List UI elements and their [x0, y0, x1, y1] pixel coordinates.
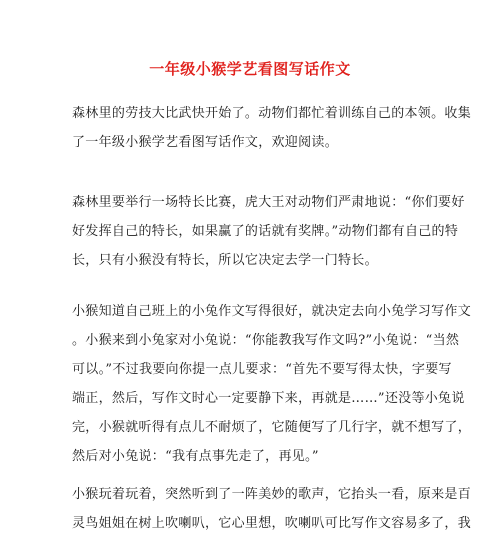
text-line: 完，小猴就听得有点儿不耐烦了，它随便写了几行字，就不想写了， [72, 420, 472, 435]
text-line: 灵鸟姐姐在树上吹喇叭，它心里想，吹喇叭可比写作文容易多了，我 [72, 516, 472, 531]
paragraph-lark [72, 480, 472, 538]
text-line: 端正，然后，写作文时心一定要静下来，再就是……”还没等小兔说 [72, 391, 465, 406]
text-line: 长，只有小猴没有特长，所以它决定去学一门特长。 [72, 253, 378, 268]
text-line: 好发挥自己的特长，如果赢了的话就有奖牌。”动物们都有自己的特 [72, 224, 459, 239]
paragraph-intro [72, 99, 472, 157]
paragraph-contest [72, 188, 465, 275]
document-title: 一年级小猴学艺看图写话作文 [149, 60, 351, 78]
text-line: 然后对小兔说：“我有点事先走了，再见。” [72, 449, 319, 464]
text-line: 森林里要举行一场特长比赛，虎大王对动物们严肃地说：“你们要好 [72, 195, 465, 210]
text-line: 了一年级小猴学艺看图写话作文，欢迎阅读。 [72, 135, 339, 150]
text-line: 可以。”不过我要向你提一点儿要求：“首先不要写得太快，字要写 [72, 362, 452, 377]
text-line: 森林里的劳技大比武快开始了。动物们都忙着训练自己的本领。收集 [72, 106, 472, 121]
text-line: 小猴知道自己班上的小兔作文写得很好，就决定去向小兔学习写作文 [72, 304, 472, 319]
paragraph-rabbit [72, 297, 472, 471]
text-line: 。小猴来到小兔家对小兔说：“你能教我写作文吗?”小兔说：“当然 [72, 333, 460, 348]
text-line: 小猴玩着玩着，突然听到了一阵美妙的歌声，它抬头一看，原来是百 [72, 487, 472, 502]
